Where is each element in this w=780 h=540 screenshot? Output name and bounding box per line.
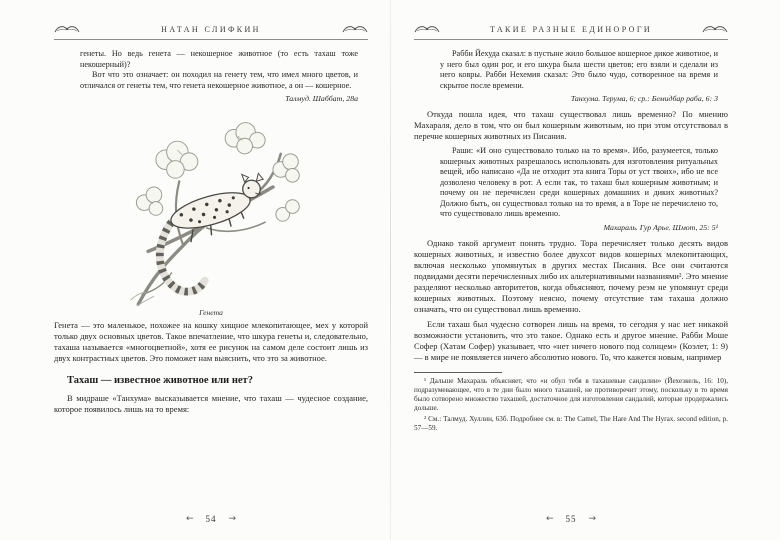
- left-page-header: [54, 24, 368, 40]
- body-paragraph: Однако такой аргумент понять трудно. Тора перечисляет только десять видов кошерных животных, и известно более двухсот видов кошерных млекопитающих, включая несколько упомянутых в других местах Писания. Все они считаются подвидами десяти перечисленных либо их альтернативными названиями². Это мнение разделяют несколько авторитетов, когда объясняют, почему реэм не упомянут среди кошерных животных. Поэтому неясно, почему отсутствие там тахаша должно означать, что он существовал лишь временно.: [414, 237, 728, 314]
- page-number: 55: [565, 514, 577, 524]
- talmud-quote-block: [80, 49, 358, 103]
- genet-illustration: [109, 109, 314, 307]
- quote-paragraph: генеты. Но ведь генета — некошерное животное (то есть тахаш тоже некошерный)?: [80, 49, 358, 69]
- running-title: ТАКИЕ РАЗНЫЕ ЕДИНОРОГИ: [489, 24, 653, 34]
- body-paragraph: Если тахаш был чудесно сотворен лишь на время, то сегодня у нас нет никакой возможности установить, что это такое. Однако есть и другое мнение. Рабби Моше Софер (Хатам Софер) указывает, что «нет ничего нового под солнцем» (Коэлет, 1: 9) — в мире не появляется ничего абсолютно нового. То, что кажется новым, например: [414, 318, 728, 363]
- header-flourish-right-icon: [702, 24, 728, 34]
- body-paragraph: Откуда пошла идея, что тахаш существовал лишь временно? По мнению Махараля, дело в том, что он был кошерным животным, но при этом отсутствовал в перечне кошерных животных из Писания.: [414, 109, 728, 142]
- tanhuma-quote-block: [440, 49, 718, 103]
- page-number: 54: [205, 514, 217, 524]
- left-page: [54, 24, 368, 524]
- header-flourish-left-icon: [54, 24, 80, 34]
- right-page-footer: [414, 514, 728, 524]
- arrow-right-icon: →: [588, 514, 597, 524]
- figure-caption: Генета: [199, 308, 223, 317]
- header-flourish-right-icon: [342, 24, 368, 34]
- body-paragraph: В мидраше «Танхума» высказывается мнение, что тахаш — чудесное создание, которое появилось лишь на то время:: [54, 393, 368, 415]
- left-page-footer: [54, 514, 368, 524]
- section-heading: Тахаш — известное животное или нет?: [67, 375, 253, 387]
- maharal-quote-block: [440, 146, 718, 232]
- quote-paragraph: Рабби Йехуда сказал: в пустыне жило большое кошерное дикое животное, и у него был один рог, и его шкура была шести цветов; его взяли и сделали из него ковры. Рабби Нехемия сказал: Это было чудо, сотворенное на время и скрытое после времени.: [440, 49, 718, 90]
- quote-paragraph: Раши: «И оно существовало только на то время». Ибо, разумеется, только кошерных животных разрешалось использовать для изготовления ритуальных вещей, ибо написано «Да не отходит эта книга Торы от уст твоих», ибо не все дозволено человеку в рот. А если так, то тахаш был кошерным животным; и почему он не перечислен среди кошерных домашних и диких животных? Должно быть, он существовал только на то время, а в Торе не перечислено то, что существовало лишь временно.: [440, 146, 718, 219]
- quote-attribution: Танхума. Терума, 6; ср.: Бемидбар раба, 6: 3: [570, 94, 718, 103]
- body-paragraph: Генета — это маленькое, похожее на кошку хищное млекопитающее, мех у которой только двух основных цветов. Такое впечатление, что шкура генеты и, следовательно, тахаша называется «многоцветной», хотя ее рисунок на самом деле состоит лишь из двух контрастных цветов. Это поможет нам выяснить, что это за животное.: [54, 320, 368, 364]
- right-page: [414, 24, 728, 524]
- arrow-left-icon: ←: [185, 514, 194, 524]
- genet-figure: [54, 109, 368, 317]
- arrow-right-icon: →: [228, 514, 237, 524]
- running-title: НАТАН СЛИФКИН: [161, 24, 261, 34]
- arrow-left-icon: ←: [545, 514, 554, 524]
- header-flourish-left-icon: [414, 24, 440, 34]
- right-page-header: [414, 24, 728, 40]
- page-gutter: [390, 0, 391, 540]
- quote-paragraph: Вот что это означает: он походил на генету тем, что имел много цветов, и отличался от генеты тем, что генета некошерное животное, а он — кошерное.: [80, 70, 358, 90]
- quote-attribution: Махараль. Гур Арье. Шмот, 25: 5¹: [603, 222, 718, 232]
- quote-attribution: Талмуд. Шаббат, 28а: [285, 94, 358, 103]
- footnote: ² См.: Талмуд. Хуллин, 63б. Подробнее см. в: The Camel, The Hare And The Hyrax. second edition, p. 57—59.: [414, 415, 728, 433]
- footnote: ¹ Дальше Махараль объясняет, что «и обул тебя в тахашевые сандалии» (Йехезкель, 16: 10), подразумевающее, что в те дни было много тахашей, не противоречит этому, поскольку в то время было сотворено множество тахашей, достаточное для изготовления сандалий, которые продержались дольше.: [414, 377, 728, 413]
- footnote-divider: [414, 372, 502, 373]
- footnotes-block: [414, 372, 728, 433]
